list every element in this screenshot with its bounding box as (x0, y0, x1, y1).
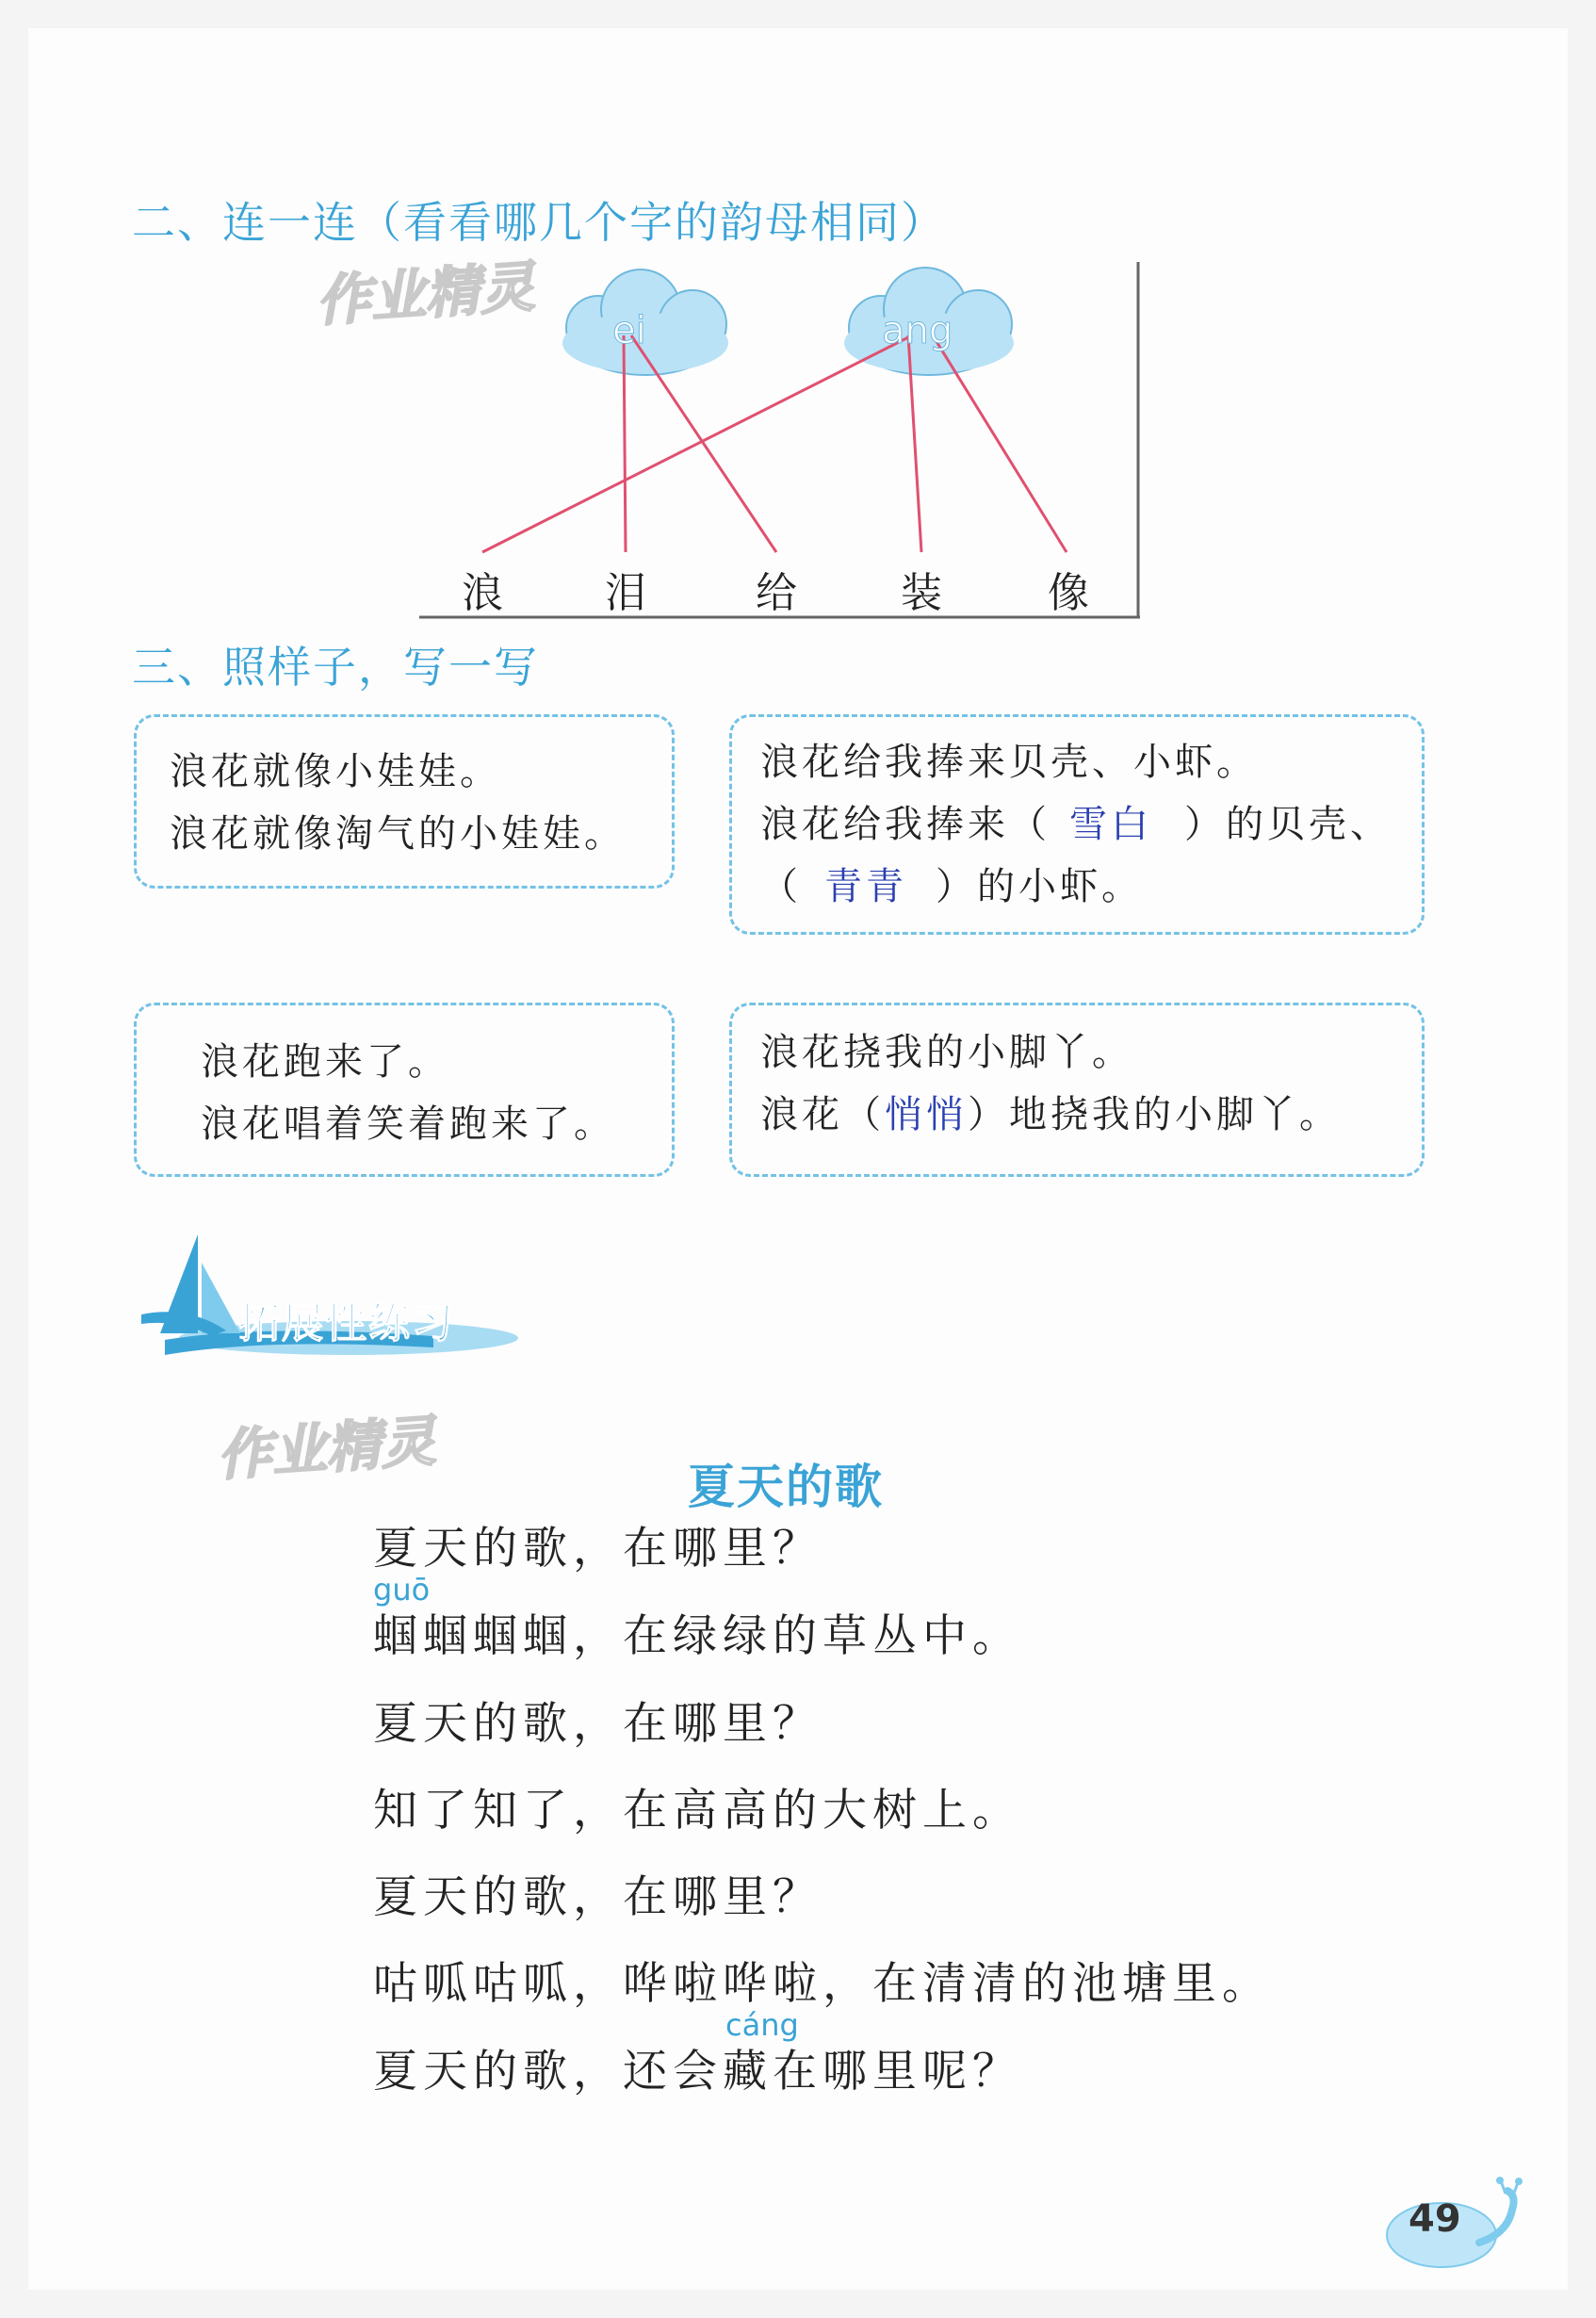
poem-line-1: 夏天的歌，在哪里？ (373, 1523, 822, 1575)
poem-title: 夏天的歌 (688, 1460, 884, 1514)
watermark: 作业精灵 (314, 253, 537, 334)
char-xiang: 像 (1048, 569, 1089, 617)
poem-line-3: 夏天的歌，在哪里？ (373, 1698, 822, 1750)
section3-heading: 三、照样子，写一写 (132, 642, 539, 693)
box2-line2-suffix: ）的贝壳、 (1184, 803, 1392, 846)
box2-line3 (760, 865, 1143, 908)
page (28, 28, 1568, 2290)
box4-line2-prefix: 浪花（ (760, 1093, 885, 1136)
box4-line1: 浪花挠我的小脚丫。 (760, 1031, 1133, 1074)
box4-line2-suffix: ）地挠我的小脚丫。 (968, 1093, 1341, 1136)
pinyin-guo: guō (373, 1572, 431, 1608)
match-line-ang-lang (482, 335, 912, 552)
poem-line-2: 蝈蝈蝈蝈，在绿绿的草丛中。 (373, 1610, 1022, 1662)
banner-label: 拓展性练习 (238, 1299, 455, 1347)
box4-line2 (760, 1093, 1341, 1136)
match-line-ang-xiang (933, 335, 1067, 552)
box3-line2: 浪花唱着笑着跑来了。 (201, 1102, 615, 1146)
box1-line1: 浪花就像小娃娃。 (170, 750, 501, 793)
poem-line-4: 知了知了，在高高的大树上。 (373, 1785, 1022, 1836)
cloud-label-ei: ei (612, 309, 646, 352)
cloud-label-ang: ang (882, 309, 953, 352)
example-box-3 (134, 1003, 675, 1177)
matching-diagram (28, 28, 1568, 688)
watermark-2: 作业精灵 (215, 1408, 438, 1488)
char-lang: 浪 (462, 569, 503, 617)
pinyin-cang: cáng (725, 2007, 799, 2043)
example-box-1 (134, 714, 675, 889)
answer-qiaoqiao: 悄悄 (885, 1093, 968, 1136)
box1-line2: 浪花就像淘气的小娃娃。 (170, 812, 626, 856)
char-zhuang: 装 (901, 569, 942, 617)
box2-line3-suffix: ）的小虾。 (936, 865, 1143, 908)
char-lei: 泪 (605, 569, 646, 617)
char-gei: 给 (756, 569, 797, 617)
exercise-box-2 (729, 714, 1425, 935)
box2-line1: 浪花给我捧来贝壳、小虾。 (760, 741, 1258, 784)
answer-qingqing: 青青 (824, 865, 907, 908)
exercise-box-4 (729, 1003, 1425, 1177)
poem-line-7: 夏天的歌，还会藏在哪里呢？ (373, 2046, 1022, 2098)
poem-line-6: 咕呱咕呱，哗啦哗啦，在清清的池塘里。 (373, 1958, 1272, 2010)
match-line-ei-gei (631, 335, 776, 552)
section2-heading: 二、连一连（看看哪几个字的韵母相同） (132, 197, 946, 248)
answer-xuebai: 雪白 (1069, 803, 1152, 846)
box2-line3-prefix: （ (760, 865, 802, 908)
match-line-ei-lei (624, 335, 626, 552)
box2-line2-prefix: 浪花给我捧来（ (760, 803, 1050, 846)
box2-line2 (760, 803, 1392, 846)
page-number: 49 (1409, 2197, 1461, 2241)
box3-line1: 浪花跑来了。 (201, 1040, 449, 1084)
poem-line-5: 夏天的歌，在哪里？ (373, 1871, 822, 1923)
